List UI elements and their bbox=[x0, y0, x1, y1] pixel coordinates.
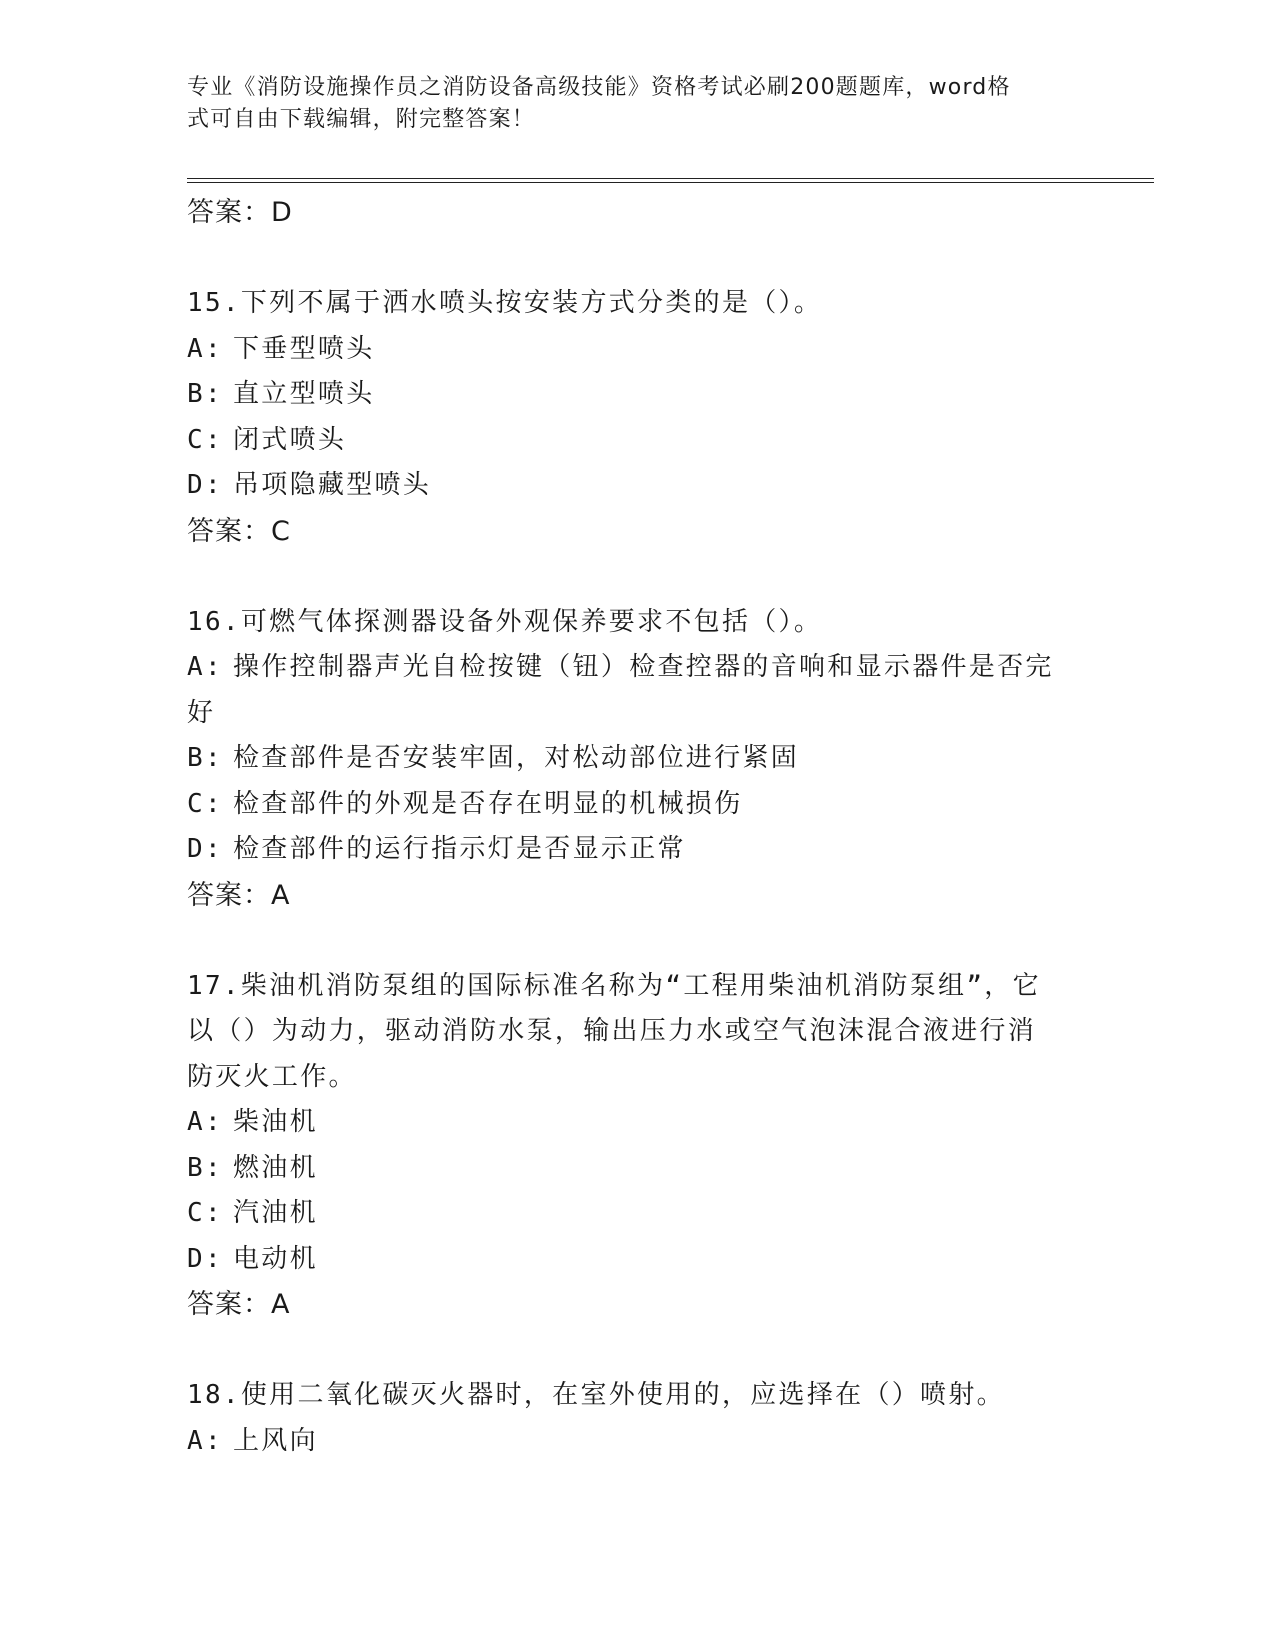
option-text: 电动机 bbox=[233, 1243, 318, 1274]
option-text: 汽油机 bbox=[233, 1198, 318, 1228]
option-text: 检查部件的外观是否存在明显的机械损伤 bbox=[233, 788, 743, 819]
question-16-option-c bbox=[187, 782, 1087, 828]
answer-q15: 答案：C bbox=[187, 515, 291, 547]
option-key: B: bbox=[187, 743, 223, 773]
question-17-text-line-3: 防灭火工作。 bbox=[187, 1061, 357, 1092]
header-line-1: 专业《消防设施操作员之消防设备高级技能》资格考试必刷200题题库，word格 bbox=[187, 75, 1011, 100]
option-text: 吊项隐藏型喷头 bbox=[233, 470, 432, 500]
question-18-option-a bbox=[187, 1419, 1087, 1465]
option-key: D: bbox=[187, 834, 223, 864]
question-17-option-c bbox=[187, 1191, 1087, 1237]
option-key: C: bbox=[187, 424, 223, 455]
question-15-option-d bbox=[187, 463, 1087, 509]
spacer bbox=[187, 235, 1087, 281]
question-17-text-line-2: 以（）为动力，驱动消防水泵，输出压力水或空气泡沫混合液进行消 bbox=[187, 1016, 1037, 1046]
question-16-option-a bbox=[187, 645, 1087, 691]
option-text: 燃油机 bbox=[233, 1152, 318, 1183]
question-18 bbox=[187, 1373, 1087, 1464]
option-key: A: bbox=[187, 652, 223, 682]
question-15-option-a bbox=[187, 327, 1087, 373]
option-text: 操作控制器声光自检按键（钮）检查控器的音响和显示器件是否完 bbox=[233, 652, 1054, 682]
question-17-option-a bbox=[187, 1100, 1087, 1146]
question-content bbox=[187, 190, 1087, 1464]
option-key: C: bbox=[187, 1198, 223, 1228]
option-text: 上风向 bbox=[233, 1425, 318, 1456]
option-text: 闭式喷头 bbox=[233, 424, 347, 455]
answer-q16: 答案：A bbox=[187, 879, 291, 911]
question-15-option-c bbox=[187, 418, 1087, 464]
option-key: C: bbox=[187, 788, 223, 819]
question-16-option-d bbox=[187, 827, 1087, 873]
spacer bbox=[187, 554, 1087, 600]
spacer bbox=[187, 918, 1087, 964]
header-rule-top bbox=[187, 178, 1154, 179]
option-key: A: bbox=[187, 1107, 223, 1137]
option-text: 下垂型喷头 bbox=[233, 333, 375, 364]
option-text: 检查部件的运行指示灯是否显示正常 bbox=[233, 834, 686, 864]
option-text: 柴油机 bbox=[233, 1107, 318, 1137]
answer-q17: 答案：A bbox=[187, 1289, 291, 1320]
option-key: D: bbox=[187, 470, 223, 500]
option-text: 检查部件是否安装牢固，对松动部位进行紧固 bbox=[233, 743, 800, 773]
question-17-text-line-1: 17.柴油机消防泵组的国际标准名称为“工程用柴油机消防泵组”，它 bbox=[187, 970, 1041, 1001]
question-16 bbox=[187, 600, 1087, 918]
header-line-2: 式可自由下载编辑，附完整答案！ bbox=[187, 107, 536, 132]
option-key: B: bbox=[187, 379, 223, 409]
question-15-option-b bbox=[187, 372, 1087, 418]
option-key: D: bbox=[187, 1243, 223, 1274]
option-text: 直立型喷头 bbox=[233, 379, 375, 409]
question-15 bbox=[187, 281, 1087, 554]
question-16-option-b bbox=[187, 736, 1087, 782]
question-17-option-d bbox=[187, 1237, 1087, 1283]
question-16-option-a-continued: 好 bbox=[187, 697, 216, 728]
question-16-text: 16.可燃气体探测器设备外观保养要求不包括（）。 bbox=[187, 606, 823, 637]
option-key: A: bbox=[187, 1425, 223, 1456]
spacer bbox=[187, 1327, 1087, 1373]
header-rule-bottom bbox=[187, 182, 1154, 183]
page-header bbox=[187, 72, 1087, 136]
question-18-text: 18.使用二氧化碳灭火器时，在室外使用的，应选择在（）喷射。 bbox=[187, 1380, 1005, 1410]
answer-q14: 答案：D bbox=[187, 197, 293, 228]
option-key: A: bbox=[187, 333, 223, 364]
question-15-text: 15.下列不属于洒水喷头按安装方式分类的是（）。 bbox=[187, 288, 823, 318]
option-key: B: bbox=[187, 1152, 223, 1183]
question-17-option-b bbox=[187, 1146, 1087, 1192]
question-17 bbox=[187, 964, 1087, 1328]
